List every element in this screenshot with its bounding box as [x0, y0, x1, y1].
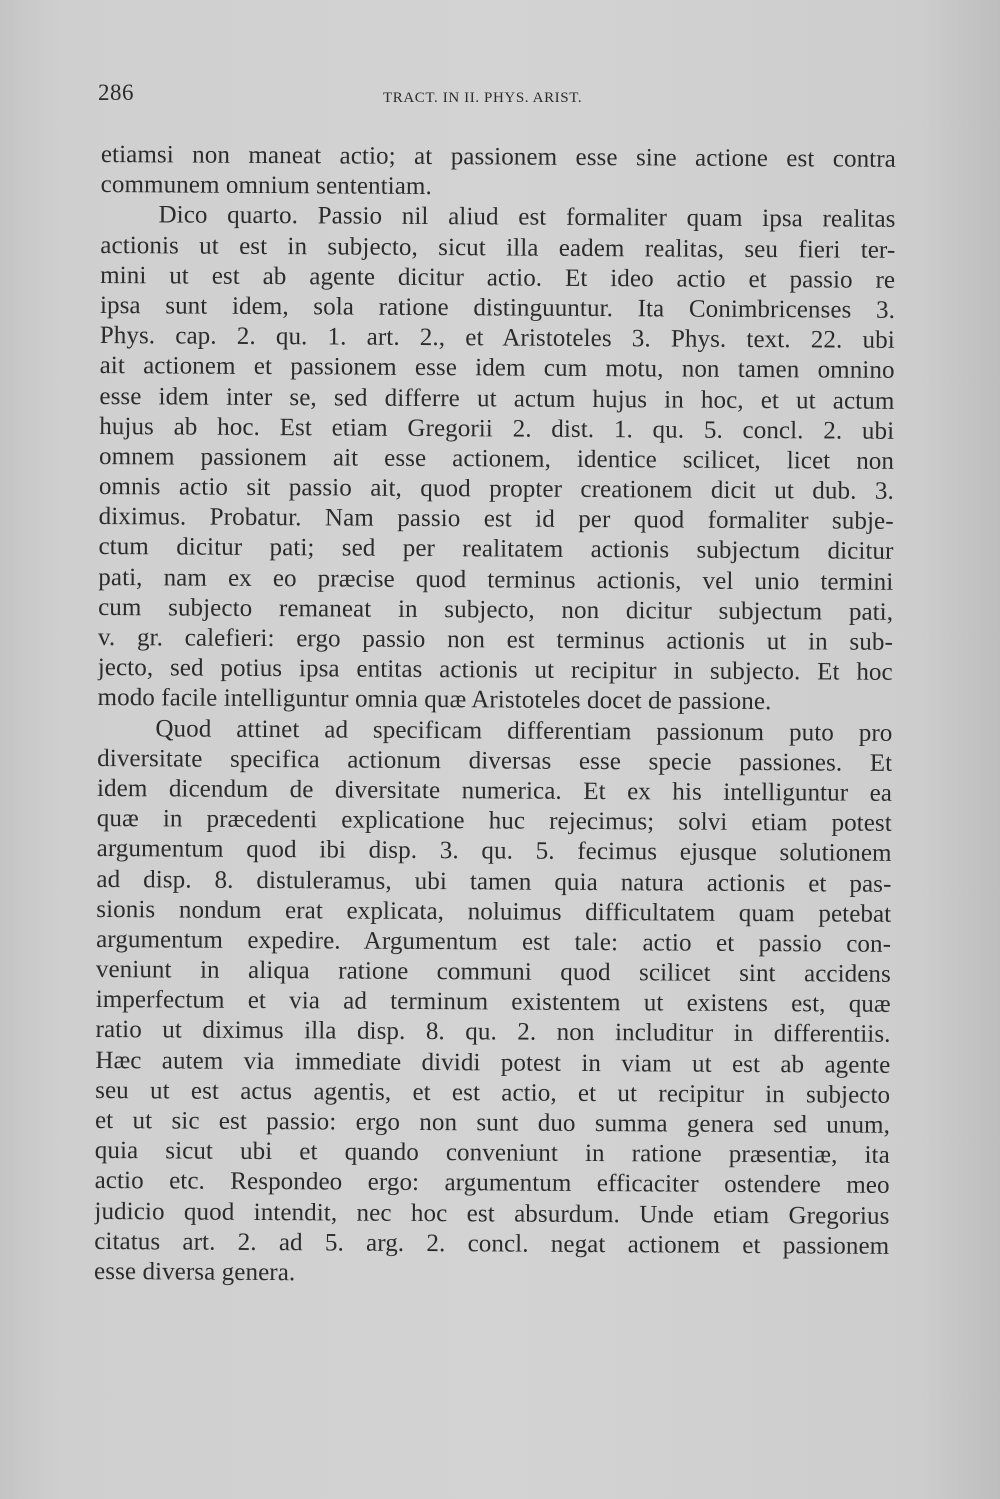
text-line: esse diversa genera. [94, 1257, 296, 1287]
text-line: omnem passionem ait esse actionem, identice scilicet, licet non [98, 442, 895, 475]
text-line: actio etc. Respondeo ergo: argumentum efficaciter ostendere meo [94, 1167, 890, 1200]
text-line: pati, nam ex eo præcise quod terminus actionis, vel unio termini [98, 563, 894, 596]
text-line: Hæc autem via immediate dividi potest in viam ut est ab agente [95, 1046, 891, 1079]
text-line: esse idem inter se, sed differre ut actum hujus in hoc, et ut actum [99, 382, 895, 415]
text-line: idem dicendum de diversitate numerica. Et ex his intelliguntur ea [96, 774, 893, 807]
text-line: jecto, sed potius ipsa entitas actionis ut recipitur in subjecto. Et hoc [97, 654, 893, 687]
text-line: argumentum quod ibi disp. 3. qu. 5. fecimus ejusque solutionem [96, 835, 892, 868]
text-line: imperfectum et via ad terminum existentem ut existens est, quæ [95, 986, 891, 1019]
text-line: Phys. cap. 2. qu. 1. art. 2., et Aristoteles 3. Phys. text. 22. ubi [99, 322, 895, 354]
text-line: diversitate specifica actionum diversas esse specie passiones. Et [97, 744, 893, 777]
text-line: Quod attinet ad specificam differentiam passionum puto pro [155, 714, 893, 747]
running-head: TRACT. IN II. PHYS. ARIST. [383, 90, 583, 106]
text-line: ad disp. 8. distuleramus, ubi tamen quia natura actionis et pas- [96, 865, 892, 898]
text-line: v. gr. calefieri: ergo passio non est terminus actionis ut in sub- [97, 623, 894, 656]
text-line: ratio ut diximus illa disp. 8. qu. 2. non includitur in differentiis. [95, 1016, 891, 1049]
text-line: ait actionem et passionem esse idem cum motu, non tamen omnino [99, 352, 895, 385]
text-line: communem omnium sententiam. [100, 171, 432, 201]
text-line: judicio quod intendit, nec hoc est absurdum. Unde etiam Gregorius [94, 1197, 890, 1230]
text-line: actionis ut est in subjecto, sicut illa eadem realitas, seu fieri ter- [100, 231, 896, 264]
text-line: ipsa sunt idem, sola ratione distinguuntur. Ita Conimbricenses 3. [99, 291, 896, 324]
text-line: etiamsi non maneat actio; at passionem esse sine actione est contra [100, 140, 896, 173]
text-line: sionis nondum erat explicata, noluimus difficultatem quam petebat [96, 895, 892, 928]
text-line: diximus. Probatur. Nam passio est id per quod formaliter subje- [98, 503, 894, 536]
text-line: argumentum expedire. Argumentum est tale: actio et passio con- [96, 925, 892, 958]
text-line: citatus art. 2. ad 5. arg. 2. concl. negat actionem et passionem [94, 1227, 890, 1260]
text-line: Dico quarto. Passio nil aliud est formaliter quam ipsa realitas [158, 201, 896, 234]
body-text [94, 140, 896, 1292]
text-line: hujus ab hoc. Est etiam Gregorii 2. dist. 1. qu. 5. concl. 2. ubi [99, 412, 895, 445]
text-line: seu ut est actus agentis, et est actio, et ut recipitur in subjecto [95, 1076, 891, 1109]
text-line: ctum dicitur pati; sed per realitatem actionis subjectum dicitur [98, 533, 894, 566]
text-line: quæ in præcedenti explicatione huc rejecimus; solvi etiam potest [96, 805, 892, 837]
text-line: cum subjecto remaneat in subjecto, non dicitur subjectum pati, [98, 593, 894, 626]
text-line: modo facile intelliguntur omnia quæ Aristoteles docet de passione. [97, 684, 772, 716]
text-line: omnis actio sit passio ait, quod propter creationem dicit ut dub. 3. [98, 473, 894, 505]
page-number: 286 [98, 80, 134, 105]
text-line: mini ut est ab agente dicitur actio. Et ideo actio et passio re [100, 261, 896, 294]
text-line: quia sicut ubi et quando conveniunt in ratione præsentiæ, ita [94, 1137, 890, 1170]
page-header [98, 80, 898, 110]
text-line: veniunt in aliqua ratione communi quod scilicet sint accidens [95, 956, 892, 988]
text-line: et ut sic est passio: ergo non sunt duo summa genera sed unum, [94, 1106, 891, 1139]
